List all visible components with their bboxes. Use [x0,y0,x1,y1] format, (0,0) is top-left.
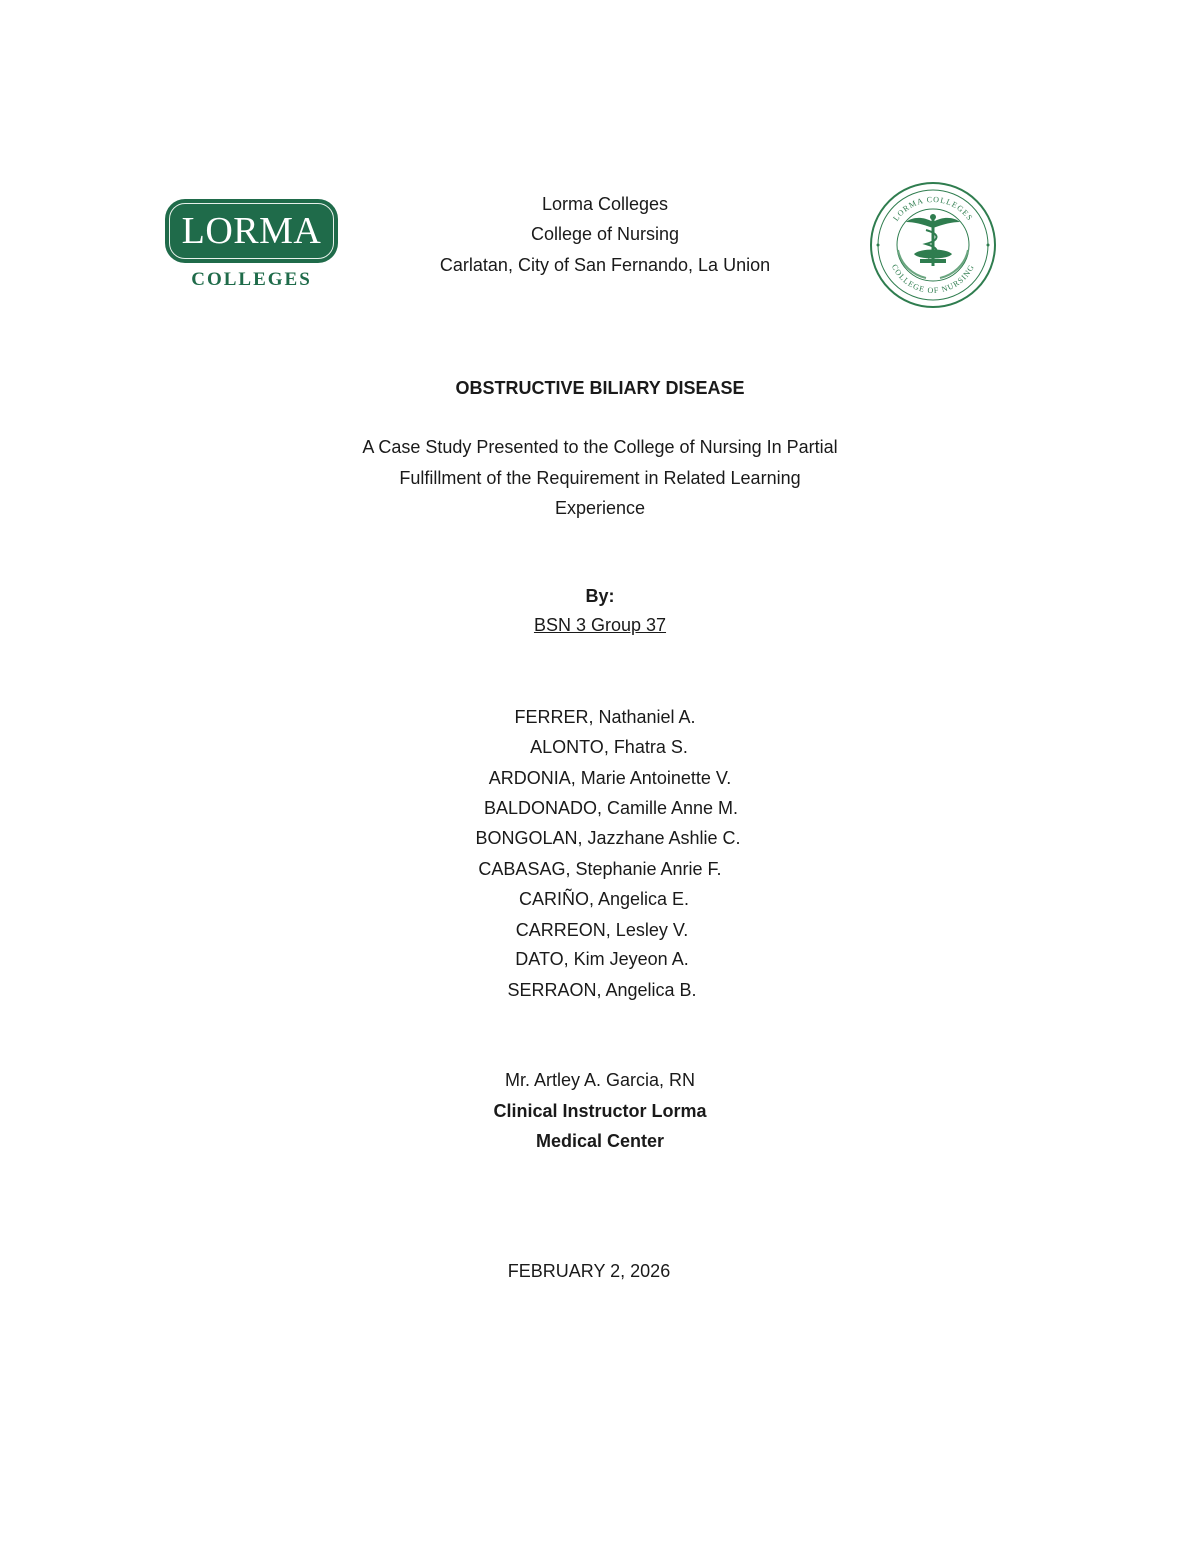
member-name: BALDONADO, Camille Anne M. [483,798,739,818]
subtitle-line-2: Fulfillment of the Requirement in Related Learning [399,468,801,488]
instructor-name: Mr. Artley A. Garcia, RN [504,1070,696,1090]
member-name: CABASAG, Stephanie Anrie F. [478,859,722,879]
seal-outer-text: LORMA COLLEGES [891,194,975,223]
instructor-role-line-2: Medical Center [535,1131,665,1151]
seal-inner-text: COLLEGE OF NURSING [889,262,977,296]
instructor-role-line-1: Clinical Instructor Lorma [493,1101,707,1121]
member-name: SERRAON, Angelica B. [507,980,697,1000]
case-study-title: OBSTRUCTIVE BILIARY DISEASE [455,378,745,398]
subtitle-line-1: A Case Study Presented to the College of Nursing In Partial [362,437,838,457]
institution-name: Lorma Colleges [541,194,669,214]
member-name: DATO, Kim Jeyeon A. [515,949,689,969]
group-name: BSN 3 Group 37 [533,615,667,635]
member-name: ALONTO, Fhatra S. [530,737,688,757]
by-label: By: [585,586,615,606]
member-name: CARREON, Lesley V. [515,920,689,940]
seal-emblem-icon [868,180,998,310]
college-of-nursing-seal [868,180,998,310]
member-name: ARDONIA, Marie Antoinette V. [488,768,732,788]
logo-subtitle: COLLEGES [191,269,312,290]
subtitle-line-3: Experience [554,498,646,518]
submission-date: FEBRUARY 2, 2026 [507,1261,671,1281]
member-name: FERRER, Nathaniel A. [514,707,696,727]
college-address: Carlatan, City of San Fernando, La Union [439,255,771,275]
college-name: College of Nursing [530,224,680,244]
member-name: BONGOLAN, Jazzhane Ashlie C. [475,828,741,848]
logo-wordmark: LORMA [181,210,322,252]
member-name: CARIÑO, Angelica E. [518,889,690,909]
